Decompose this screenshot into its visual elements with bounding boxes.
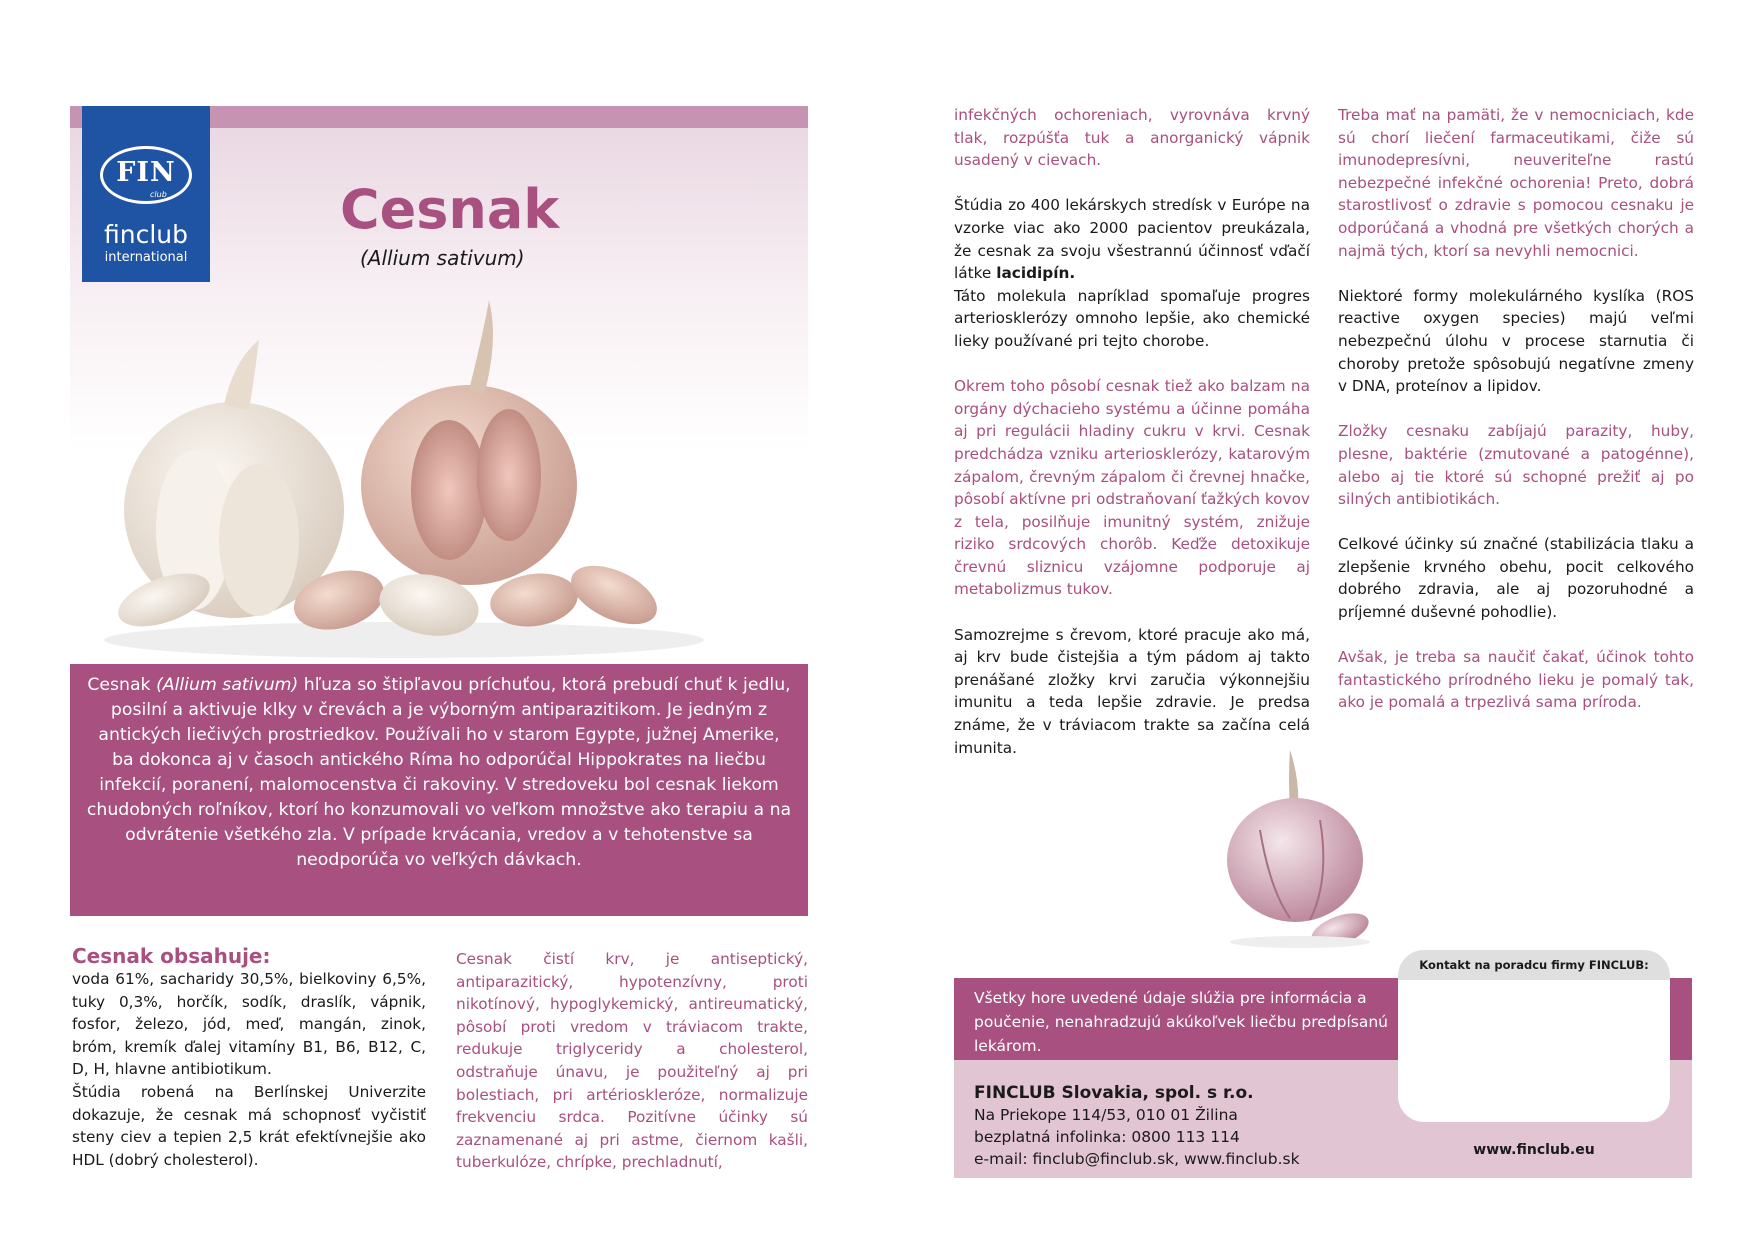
- company-phone: bezplatná infolinka: 0800 113 114: [974, 1128, 1240, 1146]
- col4-paragraph-1: Treba mať na pamäti, že v nemocniciach, kde sú chorí liečení farmaceutikami, čiže sú imunodepresívni, neuveriteľne rastú nebezpečné infekčné ochorenia! Preto, dobrá starostlivosť o zdravie s pomocou cesnaku je odporúčaná a vhodná pre všetkých chorých a najmä tých, ktorí sa nevyhli nemocnici.: [1338, 106, 1694, 260]
- disclaimer-text: Všetky hore uvedené údaje slúžia pre informácia a poučenie, nenahradzujú akúkoľvek liečbu predpísanú lekárom.: [974, 989, 1388, 1055]
- logo-mark-sub: club: [150, 190, 167, 199]
- logo-subtitle: international: [104, 250, 188, 265]
- col4-paragraph-3: Zložky cesnaku zabíjajú parazity, huby, plesne, baktérie (zmutované a patogénne), alebo aj tie ktoré sú schopné prežiť aj po silných antibiotikách.: [1338, 422, 1694, 509]
- col4-paragraph-2: Niektoré formy molekulárného kyslíka (ROS reactive oxygen species) majú veľmi nebezpečnú úlohu v procese starnutia či choroby pretože spôsobujú negatívne zmeny v DNA, proteínov a lipidov.: [1338, 286, 1694, 396]
- col4-paragraph-5: Avšak, je treba sa naučiť čakať, účinok tohto fantastického prírodného lieku je pomalý tak, ako je pomalá a trpezlivá sama príroda.: [1338, 648, 1694, 712]
- contact-heading: Kontakt na poradcu firmy FINCLUB:: [1398, 950, 1670, 980]
- intro-latin: (Allium sativum): [156, 675, 299, 695]
- intro-box: [70, 664, 808, 916]
- col3-paragraph-3: Okrem toho pôsobí cesnak tiež ako balzam na orgány dýchacieho systému a účinne pomáha aj pri regulácii hladiny cukru v krvi. Cesnak predchádza vzniku arteriosklerózy, katarovým zápalom, črevným zápalom či črevnej hnačke, pôsobí aktívne pri odstraňovaní ťažkých kovov z tela, posilňuje imunitný systém, znižuje riziko srdcových chorôb. Keďže detoxikuje črevnú sliznicu vzájomne podporuje aj metabolizmus tukov.: [954, 377, 1310, 599]
- col3-p2a: Štúdia zo 400 lekárskych stredísk v Európe na vzorke viac ako 2000 pacientov preukázala, že cesnak za svoju všestrannú účinnosť vďačí látke: [954, 196, 1310, 283]
- col3-paragraph-2: [954, 194, 1310, 284]
- text-column-4: [1338, 104, 1694, 714]
- contains-column: [72, 968, 426, 1171]
- company-address: Na Priekope 114/53, 010 01 Žilina: [974, 1106, 1238, 1124]
- garlic-photo: [84, 300, 724, 660]
- col3-paragraph-4: Samozrejme s črevom, ktoré pracuje ako má, aj krv bude čistejšia a tým pádom aj takto prenášané zložky krvi zaručia výkonnejšiu imunitu a teda lepšie zdravie. Je predsa známe, že v tráviacom trakte sa začína celá imunita.: [954, 625, 1310, 757]
- contains-paragraph: voda 61%, sacharidy 30,5%, bielkoviny 6,5%, tuky 0,3%, horčík, sodík, draslík, vápnik, fosfor, železo, jód, meď, mangán, zinok, bróm, kremík ďalej vitamíny B1, B6, B12, C, D, H, hlavne antibiotikum.: [72, 970, 426, 1079]
- intro-pre: Cesnak: [87, 675, 157, 695]
- logo-brand: finclub: [104, 220, 188, 249]
- logo-oval: [100, 146, 192, 204]
- company-info: [974, 1082, 1394, 1170]
- website-link: www.finclub.eu: [1473, 1142, 1595, 1158]
- col3-paragraph-1: infekčných ochoreniach, vyrovnáva krvný tlak, rozpúšťa tuk a anorganický vápnik usadený v cievach.: [954, 106, 1310, 170]
- finclub-logo: [82, 106, 210, 282]
- company-name: FINCLUB Slovakia, spol. s r.o.: [974, 1083, 1254, 1103]
- company-email: e-mail: finclub@finclub.sk, www.finclub.sk: [974, 1150, 1300, 1168]
- effects-column: [456, 948, 808, 1174]
- text-column-3: [954, 104, 1310, 759]
- study-paragraph: Štúdia robená na Berlínskej Univerzite dokazuje, že cesnak má schopnosť vyčistiť steny ciev a tepien 2,5 krát efektívnejšie ako HDL (dobrý cholesterol).: [72, 1082, 426, 1169]
- latin-name: (Allium sativum): [360, 246, 525, 270]
- garlic-small-photo: [1210, 740, 1390, 950]
- col3-p2b: lacidipín.: [996, 264, 1076, 283]
- col4-paragraph-4: Celkové účinky sú značné (stabilizácia tlaku a zlepšenie krvného obehu, pocit celkového dobrého zdravia, ale aj pozoruhodné a príjemné duševné pohodlie).: [1338, 535, 1694, 622]
- logo-mark: FIN: [116, 156, 176, 188]
- effects-paragraph: Cesnak čistí krv, je antiseptický, antiparazitický, hypotenzívny, proti nikotínový, hypoglykemický, antireumatický, pôsobí proti vredom v tráviacom trakte, redukuje triglyceridy a cholesterol, odstraňuje únavu, je použiteľný aj pri bolestiach, pri artérioskleróze, normalizuje frekvenciu srdca. Pozitívne účinky sú zaznamenané aj pri astme, čiernom kašli, tuberkulóze, chrípke, prechladnutí,: [456, 950, 808, 1172]
- page-title: Cesnak: [340, 178, 560, 241]
- contains-heading: Cesnak obsahuje:: [72, 944, 271, 968]
- intro-text: hľuza so štipľavou príchuťou, ktorá prebudí chuť k jedlu, posilní a aktivuje klky v črevách a je výborným antiparazitikom. Je jedným z antických liečivých prostriedkov. Používali ho v starom Egypte, južnej Amerike, ba dokonca aj v časoch antického Ríma ho odporúčal Hippokrates na liečbu infekcií, poranení, malomocenstva či rakoviny. V stredoveku bol cesnak liekom chudobných roľníkov, ktorí ho konzumovali vo veľkom množstve ako terapiu a na odvrátenie všetkého zla. V prípade krvácania, vredov a v tehotenstve sa neodporúča vo veľkých dávkach.: [86, 675, 792, 870]
- col3-paragraph-2c: Táto molekula napríklad spomaľuje progres arteriosklerózy omnoho lepšie, ako chemické lieky používané pri tejto chorobe.: [954, 286, 1310, 350]
